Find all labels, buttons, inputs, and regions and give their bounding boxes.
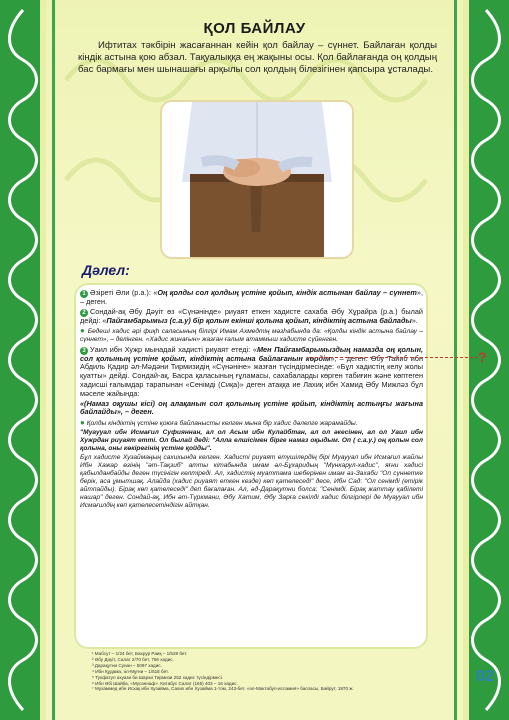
proof-item-2: 2 Сондай-ақ Әбу Дәуіт өз «Сүнәнінде» риуаят еткен хадисте сахаба Әбу Хұрайра (р.а.) былай дейді: «Пайғамбарымыз (с.а.у) бір қолын екінші қолына қойып, кіндіктің астына байлады». <box>80 307 423 326</box>
proof-text <box>80 289 423 511</box>
footnote: ⁶ Ибн Әбі Шайба, «Мусаннаф». Китабус Салат (165) 403 – 16 хадис. <box>92 680 238 686</box>
proof-paragraph-6: Бұл хадисте Хузаймаңың сахихында келген. Хадисті риуаят етушілердің бірі Муаууал ибн Исмағил жайлы Ибн Хажар өзінің "әт-Тақзиб" атты кітабында имам әл-Бұхаридың "Мүнкарул-хадис", яғни хадисі қабылданбайды деген түсінігін келтіреді. Ал, хадистің муаттама шеберінен имам әз-Захаби "Оп сүннетке берік, аса ұмытшақ. Алайда (хадис риуаят еткен кезде) көп қателеседі" десе, Ибн Сад: "Ол сенімді (етірік айтпайды). Бірақ көп қателеседі" деп бағалаған. Ал, әд-Дарақутни болса: "Сенімді. Бірақ жаттау қабілеті нашар" деген. Сондай-ақ, Ибн әт-Түркмани, Әбу Хатим, Әбу Зарға секілді хадис білгірлері де Муаууал ибн Исмағилдің көп қателесетіндігін айтқан. <box>80 454 423 509</box>
intro-paragraph: Ифтитах тәкбірін жасағаннан кейін қол байлау – сүннет. Байлаған қолды кіндік астына қою абзал. Тақуалыққа ең жақыны осы. Қол байлағанда оң қолдың бас бармағы мен шынашағы арқылы сол қолдың білезігінен қапсыра ұсталады. <box>78 40 437 75</box>
page-title: ҚОЛ БАЙЛАУ <box>203 20 306 37</box>
annotation-dashed-line <box>310 357 478 358</box>
footnote: ¹ Мабсут – 1/24 бет, Бахрур Раиқ – 1/528 бет. <box>92 651 188 656</box>
proof-quote-5: "Муаууал ибн Исмағил Суфияннан, ал ол Асым ибн Кулайбтан, ал ол әкесінен, ал ол Уаил ибн Хужрдан риуаят етті. Ол былай деді: "Алла елшісімен бірге намаз оқыдым. Оп ( с.а.у.) оң қолын сол қолына, оны көкірегінің үстіне қойды". <box>80 429 423 452</box>
ornament-border-left <box>0 0 46 720</box>
footnote: ⁷ Мухаммед ибн Исхақ ибн Хузайма, Сахих ибн Хузайма 1-том, 243-бет. «әл-Мактабул-исламия» баспасы, Бәйрут, 1970 ж. <box>92 686 354 692</box>
proof-note-4: ● Қолды кіндіктің үстіне қоюға байланысты келген мына бір хадис дәлелге жарамайды. <box>80 417 358 427</box>
footnote: ² Әбу Дәуіт, Салат 2/70 бет, 756 хадис. <box>92 656 174 662</box>
proof-item-1: 1 Әзіреті Әли (р.а.): «Оң қолды сол қолдың үстіне қойып, кіндік астынан байлау – сүннет», – деген. <box>80 288 423 306</box>
footnotes <box>92 651 422 692</box>
question-mark-annotation: ? <box>478 349 487 365</box>
page-number: 02 <box>476 668 494 685</box>
proof-note-2: ● Бедеші хадис әрі фиқһ саласының білгірі Имам Ахмедтің мәзһабында да: «Қолды кіндік астына байлау – сүннет», – делінген. «Хадис жинағын» жазған ғалым атаммыш хадисте сүйенген. <box>80 326 423 344</box>
praying-hands-photo <box>160 100 354 259</box>
proof-heading: Дәлел: <box>82 262 130 278</box>
proof-quote-4: «(Намаз оқушы кісі) оң алақанын сол қолының үстіне қойып, кіндіктің астыңғы жағына байлайды», – деген. <box>80 398 423 417</box>
footnote: ³ Дарақутни Сунан – 5097 хадис. <box>92 662 162 668</box>
footnote: ⁵ Тухфатул ахуази би Шархи Тирмизи 252 хадис түсіндірмесі. <box>92 674 224 680</box>
proof-item-3: 3 Уаил ибн Хужр мынадай хадисті риуаят етеді: «Мен Пайғамбарымыздың намазда оң қолын, сол қолының үстіне қойып, кіндіктің астына байлағанын көрдім», – деген. Әбу Тайиб ибн Абдиль Қадир әл-Мәдәни Тирмизидің «Сүнәніне» жазған түсіндірмесінде: «Бұл хадистің келу жолы қуатты» дейді. Сондай-ақ, Басра қаласының ғұламасы, сахабаларды көрген табиғин және көптеген хадисші ғалымдар тарапынан «Сенімді (Сиқа)» деген атаққа ие Лахиқ ибн Хамид Әбу Мижләз бұл мәселе жайында: <box>80 344 424 398</box>
footnote: ⁴ Ибн Құдама, әл-Мұғни – 1/516 бет. <box>92 668 169 674</box>
